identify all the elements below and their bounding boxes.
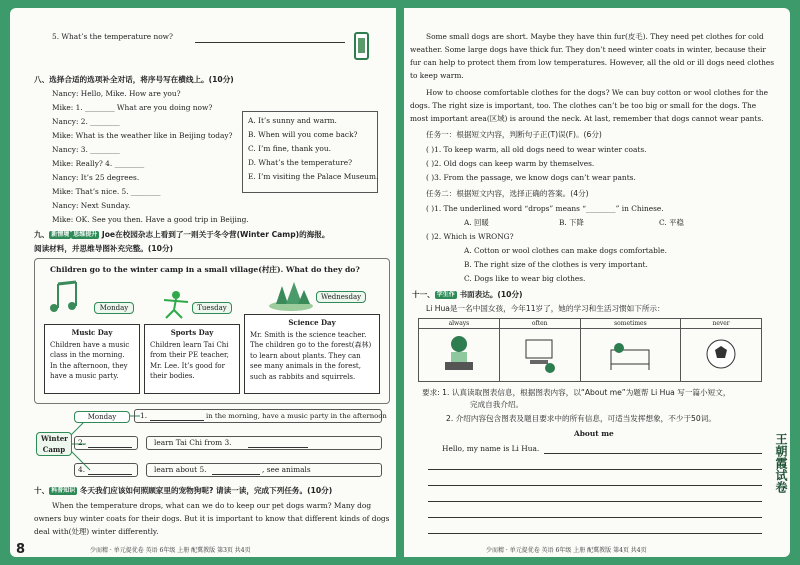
tf-question-3[interactable]: ( )3. From the passage, we know dogs can’t wear pants.	[426, 173, 636, 182]
freq-sometimes: sometimes	[580, 319, 681, 329]
s10-paragraph-line: When the temperature drops, what can we do to keep our pet dogs warm? Many dog	[52, 501, 372, 510]
mc2-option-b: B. The right size of the clothes is very important.	[464, 260, 648, 269]
day-tuesday-label: Tuesday	[192, 302, 232, 314]
requirement-1: 要求: 1. 认真读取图表信息，根据图表内容，以“About me”为题帮 Li Hua 写一篇小短文，	[422, 388, 731, 397]
freq-never: never	[681, 319, 762, 329]
dialog-line: Mike: That’s nice. 5. ________	[52, 187, 161, 196]
option-c: C. I’m fine, thank you.	[248, 144, 331, 153]
day-wednesday-label: Wednesday	[316, 291, 366, 303]
task-2-title: 任务二：根据短文内容，选择正确的答案。(4分)	[426, 189, 589, 198]
map-blank-3[interactable]	[248, 447, 308, 448]
section-11-intro: Li Hua是一名中国女孩，今年11岁了，她的学习和生活习惯如下所示：	[426, 304, 665, 313]
mc-question-2[interactable]: ( )2. Which is WRONG?	[426, 232, 514, 241]
q5-answer-line[interactable]	[195, 42, 345, 43]
section-8-title: 八、选择合适的选项补全对话，将序号写在横线上。(10分)	[34, 75, 234, 84]
s10-paragraph-line: owners buy winter coats for their dogs. But it is important to know that different kinds of dogs	[34, 514, 390, 523]
science-day-card: Science Day Mr. Smith is the science teacher. The children go to the forest(森林) to learn about plants. They can see many animals in the forest, such as rabbits and squirrels.	[244, 314, 380, 394]
science-knowledge-tag: 科普知识	[51, 487, 76, 494]
dialog-line: Nancy: 3. ________	[52, 145, 120, 154]
essay-title: About me	[574, 429, 614, 438]
right-page	[404, 8, 790, 557]
section-9-subtitle: 阅读材料，并思维导图补充完整。(10分)	[34, 244, 174, 253]
p1-line: Some small dogs are short. Maybe they have thin fur(皮毛). They need pet clothes for cold	[426, 32, 764, 41]
q5-text: 5. What’s the temperature now?	[52, 32, 173, 41]
dialog-line: Nancy: It’s 25 degrees.	[52, 173, 140, 182]
page-number: 8	[16, 542, 26, 557]
writing-line[interactable]	[428, 517, 762, 518]
p1-line: weather. Some large dogs have thick fur. They don’t need winter coats in winter, because their	[410, 45, 766, 54]
dialog-line: Mike: 1. ________ What are you doing now?	[52, 103, 213, 112]
p1-line: to keep warm.	[410, 71, 464, 80]
map-blank-4[interactable]	[88, 474, 132, 475]
writing-line[interactable]	[428, 485, 762, 486]
section-9-title: 九、 新情境 思维提升 Joe在校园杂志上看到了一则关于冬令营(Winter Camp)的海报。	[34, 230, 330, 239]
dialog-line: Mike: OK. See you then. Have a good trip in Beijing.	[52, 215, 249, 224]
tf-question-1[interactable]: ( )1. To keep warm, all old dogs need to wear winter coats.	[426, 145, 647, 154]
left-footer: 少而精 · 单元提优卷 英语 6年级 上册 配冀教版 第3页 共4页	[90, 547, 251, 554]
writing-line[interactable]	[428, 501, 762, 502]
dialog-line: Nancy: 2. ________	[52, 117, 120, 126]
option-e: E. I’m visiting the Palace Museum.	[248, 172, 379, 181]
music-day-card: Music Day Children have a music class in the morning. In the afternoon, they have a music party.	[44, 324, 140, 394]
dialog-line: Nancy: Hello, Mike. How are you?	[52, 89, 181, 98]
sports-day-card: Sports Day Children learn Tai Chi from their PE teacher, Mr. Lee. It’s good for their bodies.	[144, 324, 240, 394]
reading-girl-image	[419, 329, 500, 382]
mc1-option-c: C. 平稳	[659, 218, 684, 227]
freq-always: always	[419, 319, 500, 329]
p2-line: most important area(区域) is around the neck. At last, remember that dogs cannot wear pants.	[410, 114, 764, 123]
map-blank-5[interactable]	[212, 474, 260, 475]
left-page: 5. What’s the temperature now? 八、选择合适的选项补全对话，将序号写在横线上。(10分) Nancy: Hello, Mike. How are you? Mike: 1. ________ What are you doing now? Nancy: 2. ________ Mike: What is the weather like in Beijing today? Nancy: 3. ________ Mike: Really? 4. ________ Nancy: It’s 25 degrees. Mike: That’s nice. 5. ________ Nancy: Next Sunday. Mike: OK. See you then. Have a good trip in Beijing. A. It’s sunny and warm. B. When will you come back? C. I’m fine, thank you. D. What’s the temperature? E. I’m visiting the Palace Museum. 九、 新情境 思维提升 Joe在校园杂志上看到了一则关于冬令营(Winter Camp)的海报。 阅读材料，并思维导图补充完整。(10分) Children go to the winter camp in a small village(村庄). What do they do? Monday Tuesday Wednesday Music Day Children have a music class in the morning. In the afternoon, they have a music party. Sports Day Children learn Tai Chi from their PE teacher, Mr. Lee. It’s good for their bodies. Science Day Mr. Smith is the science teacher. The children go to the forest(森林) to learn about plants. They can see many animals in the forest, such as rabbits and squirrels. Winter Camp Monday 1. in the morning, have a music party in the afternoon 2. learn Tai Chi from 3. 4. learn about 5. , see animals 十、 科普知识 冬天我们应该如何照顾家里的宠物狗呢? 请读一读，完成下列任务。(10分) When the temperature drops, what can we do to keep our pet dogs warm? Many dog owners buy winter coats for their dogs. But it is important to know that different kinds of dogs deal with(处理) winter differently. 8 少而精 · 单元提优卷 英语 6年级 上册 配冀教版 第3页 共4页	[10, 8, 396, 557]
dialog-line: Mike: Really? 4. ________	[52, 159, 145, 168]
essay-start: Hello, my name is Li Hua.	[442, 444, 540, 453]
option-a: A. It’s sunny and warm.	[248, 116, 337, 125]
mc2-option-c: C. Dogs like to wear big clothes.	[464, 274, 586, 283]
map-monday-node: Monday	[74, 411, 130, 423]
p2-line: dogs. The right size is important, too. The clothes can’t be too big or small for the dogs. The	[410, 101, 757, 110]
poster-title: Children go to the winter camp in a small village(村庄). What do they do?	[50, 265, 360, 274]
task-1-title: 任务一：根据短文内容，判断句子正(T)误(F)。(6分)	[426, 130, 602, 139]
option-d: D. What’s the temperature?	[248, 158, 353, 167]
football-image	[681, 329, 762, 382]
computer-image	[499, 329, 580, 382]
tf-question-2[interactable]: ( )2. Old dogs can keep warm by themselves.	[426, 159, 595, 168]
writing-line[interactable]	[544, 453, 762, 454]
writing-line[interactable]	[428, 533, 762, 534]
p1-line: fur can help to protect them from low temperatures. However, all the old or ill dogs need clothes	[410, 58, 775, 67]
bed-image	[580, 329, 681, 382]
habits-table	[418, 318, 762, 382]
writing-line[interactable]	[428, 469, 762, 470]
right-footer: 少而精 · 单元提优卷 英语 6年级 上册 配冀教版 第4页 共4页	[486, 547, 647, 554]
forest-icon	[268, 278, 314, 312]
student-work-tag: 学生作	[436, 291, 455, 298]
map-blank-2[interactable]	[88, 447, 132, 448]
dialog-line: Nancy: Next Sunday.	[52, 201, 131, 210]
day-monday-label: Monday	[94, 302, 134, 314]
music-icon	[46, 280, 90, 314]
thinking-tag: 思维提升	[73, 231, 98, 238]
requirement-1b: 完成自我介绍。	[470, 400, 524, 409]
section-11-title: 十一、 学生作 书面表达。(10分)	[412, 290, 523, 299]
s10-paragraph-line: deal with(处理) winter differently.	[34, 527, 159, 536]
brand-calligraphy: 王朝霞试卷	[774, 433, 788, 493]
mc2-option-a: A. Cotton or wool clothes can make dogs comfortable.	[464, 246, 667, 255]
sports-person-icon	[160, 290, 190, 320]
mc1-option-b: B. 下降	[559, 218, 584, 227]
mind-map-center: Winter Camp	[36, 432, 72, 456]
new-context-tag: 新情境	[51, 231, 70, 238]
dialog-line: Mike: What is the weather like in Beijing today?	[52, 131, 233, 140]
p2-line: How to choose comfortable clothes for the dogs? We can buy cotton or wool clothes for the	[426, 88, 769, 97]
option-b: B. When will you come back?	[248, 130, 358, 139]
section-10-title: 十、 科普知识 冬天我们应该如何照顾家里的宠物狗呢? 请读一读，完成下列任务。(10分)	[34, 486, 333, 495]
mc1-option-a: A. 回暖	[464, 218, 489, 227]
requirement-2: 2. 介绍内容包含图表及题目要求中的所有信息，可适当发挥想象，不少于50词。	[446, 414, 716, 423]
map-blank-1[interactable]	[150, 420, 204, 421]
mc-question-1[interactable]: ( )1. The underlined word “drops” means “________” in Chinese.	[426, 204, 664, 213]
freq-often: often	[499, 319, 580, 329]
qr-code-icon	[354, 32, 369, 60]
